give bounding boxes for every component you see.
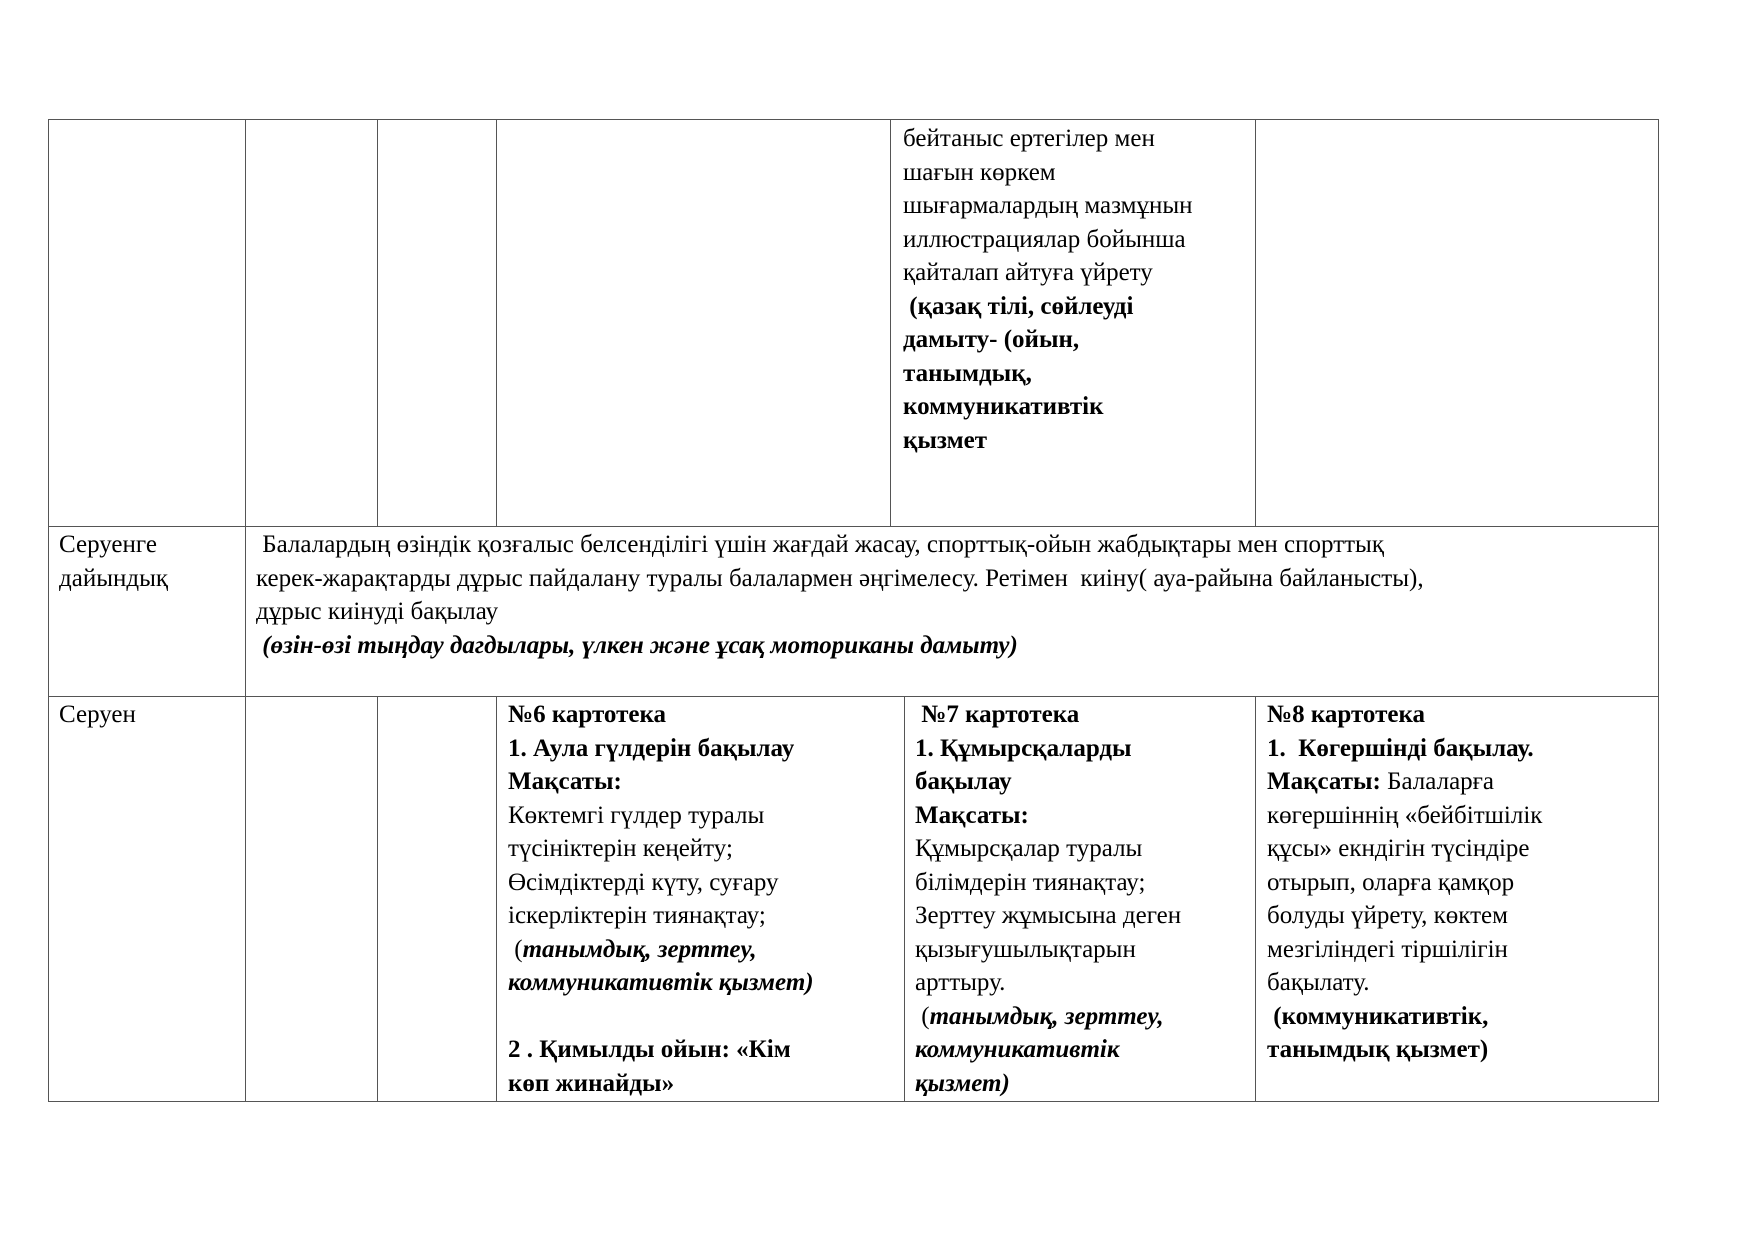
text-line: дұрыс киінуді бақылау [256, 598, 499, 625]
card-item: 1. Аула гүлдерін бақылау [508, 734, 795, 762]
table-border-left [48, 119, 49, 1102]
table-border-right [1658, 119, 1659, 1102]
text-line: бейтаныс ертегілер мен [903, 125, 1155, 152]
text-line: мезгіліндегі тіршілігін [1267, 935, 1508, 963]
paren-open: ( [508, 935, 523, 963]
text-line: Зерттеу жұмысына деген [915, 902, 1182, 929]
column-divider-5-row1 [1255, 119, 1256, 526]
text-line: шағын көркем [903, 158, 1056, 186]
goal-label: Мақсаты: [1267, 768, 1381, 795]
text-line: керек-жарақтарды дұрыс пайдалану туралы балалармен әңгімелесу. Ретімен киіну( ауа-райына байланысты), [256, 564, 1424, 592]
text-line: іскерліктерін тиянақтау; [508, 902, 766, 929]
text-line [508, 933, 757, 967]
text-line: иллюстрациялар бойынша [903, 225, 1186, 253]
text-line-italic: коммуникативтік қызмет) [508, 969, 814, 996]
text-line [915, 1000, 1164, 1034]
text-line-bold: танымдық қызмет) [1267, 1036, 1489, 1063]
card-item: 1. Көгершінді бақылау. [1267, 734, 1534, 762]
card-item: бақылау [915, 768, 1012, 795]
card-title: №6 картотека [508, 701, 666, 728]
card-item: көп жинайды» [508, 1069, 675, 1097]
text-line-bold: танымдық, [903, 359, 1032, 387]
text-line: Көктемгі гүлдер туралы [508, 801, 765, 829]
text-line-italic: коммуникативтік [915, 1036, 1120, 1063]
text-line-italic: қызмет) [915, 1069, 1010, 1097]
text-line: көгершіннің «бейбітшілік [1267, 801, 1543, 829]
text-line-bold: (коммуникативтік, [1267, 1002, 1489, 1030]
row-label: Серуен [59, 701, 136, 728]
activity-type: танымдық, зерттеу, [522, 935, 757, 963]
text-line: отырып, оларға қамқор [1267, 868, 1515, 896]
text-line: Құмырсқалар туралы [915, 835, 1143, 862]
text-line-italic: (өзін-өзі тыңдау дагдылары, үлкен және ұсақ моториканы дамыту) [256, 631, 1018, 659]
text-line: арттыру. [915, 969, 1006, 996]
text-line-bold: дамыту- (ойын, [903, 326, 1080, 353]
text-line: қайталап айтуға үйрету [903, 259, 1153, 286]
goal-label: Мақсаты: [508, 768, 622, 795]
card-title: №8 картотека [1267, 701, 1425, 728]
column-divider-4-row3 [904, 696, 905, 1101]
card-item: 2 . Қимылды ойын: «Кім [508, 1036, 791, 1063]
text-line: Балалардың өзіндік қозғалыс белсенділігі үшін жағдай жасау, спорттық-ойын жабдықтары мен спорттық [256, 531, 1384, 558]
column-divider-2-row1 [377, 119, 378, 526]
text-line-bold: қызмет [903, 426, 988, 454]
goal-label: Мақсаты: [915, 801, 1029, 829]
text-line: қызығушылықтарын [915, 935, 1136, 963]
text-line: құсы» екндігін түсіндіре [1267, 835, 1530, 862]
text-line [1267, 765, 1494, 799]
activity-type: танымдық, зерттеу, [929, 1002, 1164, 1030]
row-divider-2 [48, 696, 1658, 697]
text-line: болуды үйрету, көктем [1267, 902, 1508, 929]
table-border-bottom [48, 1101, 1658, 1102]
row-label: Серуенге [59, 531, 157, 558]
row-divider-1 [48, 526, 1658, 527]
text-line: шығармалардың мазмұнын [903, 192, 1193, 219]
column-divider-4-row1 [890, 119, 891, 526]
table-border-top [48, 119, 1658, 120]
text-line-bold: (қазақ тілі, сөйлеуді [903, 292, 1134, 320]
column-divider-5-row3 [1255, 696, 1256, 1101]
paren-open: ( [915, 1002, 930, 1030]
card-item: 1. Құмырсқаларды [915, 734, 1132, 762]
text-line: Өсімдіктерді күту, суғару [508, 868, 779, 896]
row-label: дайындық [59, 564, 169, 592]
column-divider-1 [245, 119, 246, 1102]
text-line: білімдерін тиянақтау; [915, 868, 1146, 896]
column-divider-3-row1 [496, 119, 497, 526]
column-divider-2-row3 [377, 696, 378, 1101]
goal-text: Балаларға [1380, 768, 1495, 795]
text-line-bold: коммуникативтік [903, 393, 1104, 420]
card-title: №7 картотека [915, 701, 1080, 728]
column-divider-3-row3 [496, 696, 497, 1101]
text-line: бақылату. [1267, 969, 1370, 996]
text-line: түсініктерін кеңейту; [508, 835, 733, 862]
